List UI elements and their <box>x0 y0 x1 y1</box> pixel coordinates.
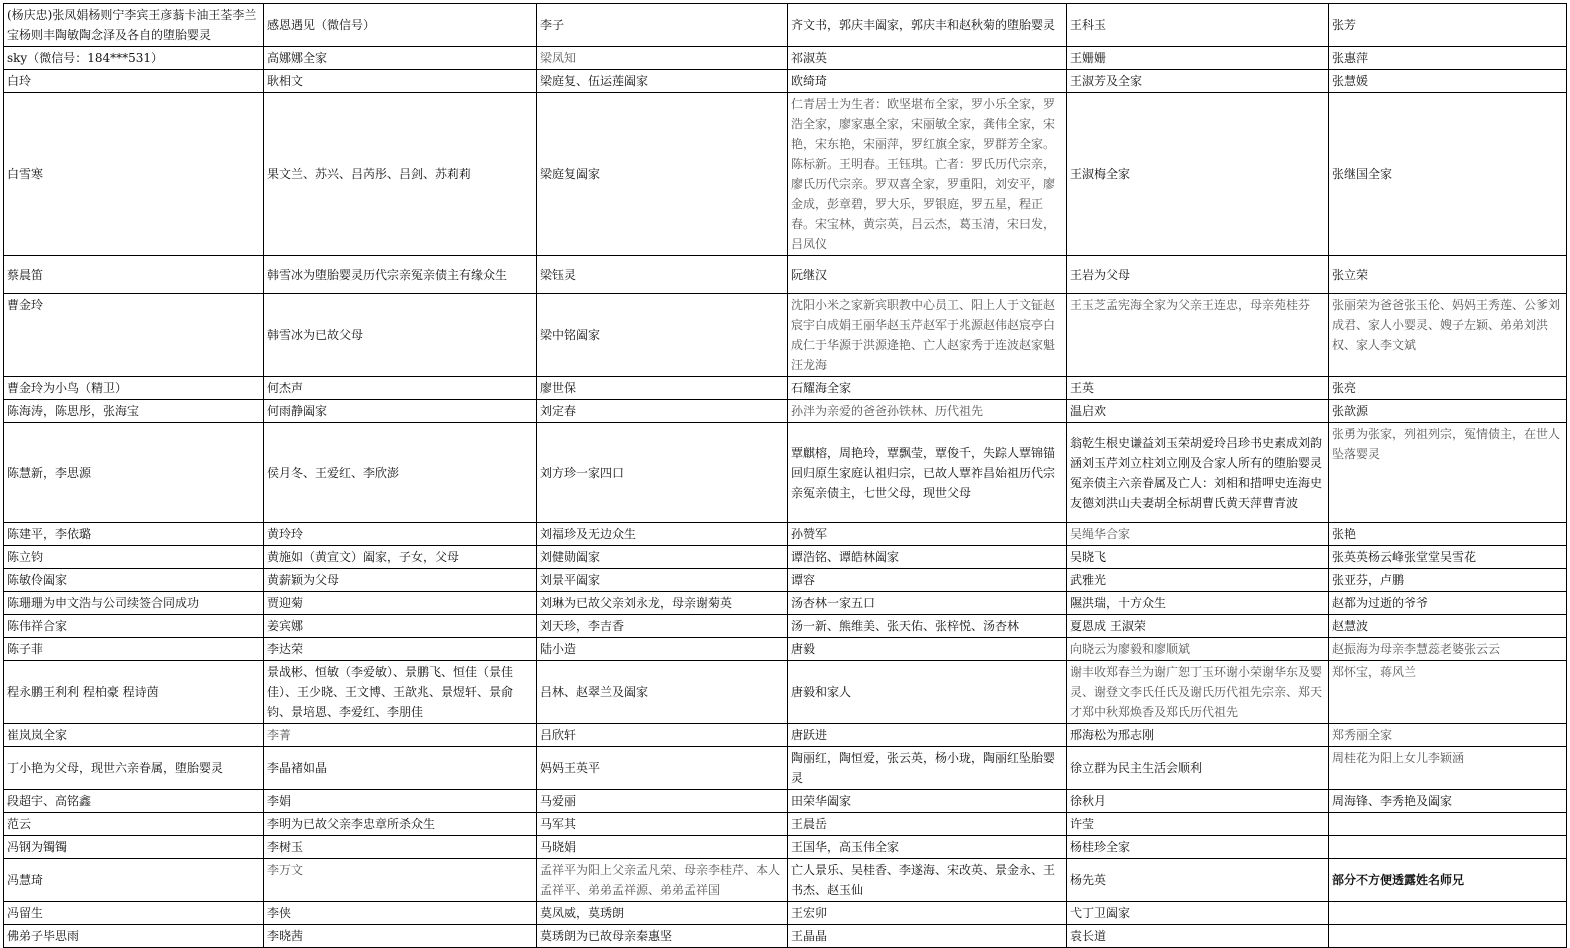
dedication-name-list-table <box>3 3 1567 948</box>
table-cell: 丁小艳为父母，现世六亲眷属，堕胎婴灵 <box>4 747 264 790</box>
table-cell: 张惠萍 <box>1329 47 1567 70</box>
table-row <box>4 592 1567 615</box>
table-cell: 王英 <box>1067 377 1329 400</box>
table-cell: 谭浩铭、谭皓林阖家 <box>788 546 1067 569</box>
table-cell: 张慧媛 <box>1329 70 1567 93</box>
table-cell: 崔岚岚全家 <box>4 724 264 747</box>
table-cell: 刘定春 <box>537 400 788 423</box>
table-row <box>4 70 1567 93</box>
table-row <box>4 836 1567 859</box>
table-cell: 陈立钧 <box>4 546 264 569</box>
table-row <box>4 790 1567 813</box>
table-cell: 冯钢为镯镯 <box>4 836 264 859</box>
table-cell: 陆小造 <box>537 638 788 661</box>
table-cell: 刘景平阖家 <box>537 569 788 592</box>
table-row <box>4 47 1567 70</box>
table-cell: 孟祥平为阳上父亲孟凡荣、母亲李桂芹、本人孟祥平、弟弟孟祥源、弟弟孟祥国 <box>537 859 788 902</box>
table-cell: (杨庆忠)张凤娟杨则宁李宾王彦蓊卡油王荃李兰宝杨则丰陶敏陶念泽及各自的堕胎婴灵 <box>4 4 264 47</box>
table-cell: 阮继汉 <box>788 256 1067 294</box>
table-cell: 翁乾生根史谦益刘玉荣胡爱玲吕珍书史素成刘韵涵刘玉芹刘立柱刘立刚及合家人所有的堕胎婴灵冤亲债主六亲眷属及亡人：刘相和措呷史连海史友德刘洪山夫妻胡全标胡曹氏黄天萍曹青波 <box>1067 423 1329 523</box>
table-cell: 谢丰收郑春兰为谢广恕丁玉环谢小荣谢华东及婴灵、谢登文李氏任氏及谢氏历代祖先宗亲、郑天才郑中秋郑焕香及郑氏历代祖先 <box>1067 661 1329 724</box>
table-cell: 耿相文 <box>264 70 537 93</box>
table-cell: 王晶晶 <box>788 925 1067 948</box>
table-cell: 梁庭复、伍运莲阖家 <box>537 70 788 93</box>
table-row <box>4 523 1567 546</box>
table-cell: 黄施如（黄宣文）阖家，子女，父母 <box>264 546 537 569</box>
table-row <box>4 638 1567 661</box>
table-cell: 陶丽红，陶恒爱，张云英，杨小珑，陶丽红坠胎婴灵 <box>788 747 1067 790</box>
table-cell: 梁钰灵 <box>537 256 788 294</box>
table-cell: 唐毅 <box>788 638 1067 661</box>
table-cell: 张亮 <box>1329 377 1567 400</box>
table-cell: 石耀海全家 <box>788 377 1067 400</box>
table-cell: 祁淑英 <box>788 47 1067 70</box>
table-row <box>4 724 1567 747</box>
table-cell <box>1329 925 1567 948</box>
table-cell: 李明为已故父亲李忠章所杀众生 <box>264 813 537 836</box>
table-row <box>4 377 1567 400</box>
table-row <box>4 423 1567 523</box>
table-row <box>4 93 1567 256</box>
table-cell: 马军其 <box>537 813 788 836</box>
table-cell: 李晶褚如晶 <box>264 747 537 790</box>
table-cell: 马晓娟 <box>537 836 788 859</box>
table-cell: 段超宇、高铭鑫 <box>4 790 264 813</box>
table-cell: 仁青居士为生者：欧坚堪布全家，罗小乐全家，罗浩全家，廖家惠全家，宋丽敏全家，龚伟全家，宋艳，宋东艳，宋丽萍，罗红旗全家，罗群芳全家。陈标新。王明春。王钰琪。亡者：罗氏历代宗亲，廖氏历代宗亲。罗双喜全家，罗重阳，刘安平，廖金成，彭章碧，罗大乐，罗银庭，罗五星，程正春。宋宝林，黄宗英，吕云杰，葛玉清，宋曰发，吕凤仪 <box>788 93 1067 256</box>
table-cell: 吕欣轩 <box>537 724 788 747</box>
table-cell <box>1329 836 1567 859</box>
table-cell: 王玉芝孟宪海全家为父亲王连忠，母亲苑桂芬 <box>1067 294 1329 377</box>
table-cell: 刘健勋阖家 <box>537 546 788 569</box>
table-row <box>4 813 1567 836</box>
table-cell: 邢海松为邢志刚 <box>1067 724 1329 747</box>
table-row <box>4 569 1567 592</box>
table-row <box>4 546 1567 569</box>
table-row <box>4 902 1567 925</box>
table-cell: 何杰声 <box>264 377 537 400</box>
table-cell: 梁中铭阖家 <box>537 294 788 377</box>
table-cell: 赵慧波 <box>1329 615 1567 638</box>
table-row <box>4 859 1567 902</box>
table-cell: 莫琇朗为已故母亲秦惠坚 <box>537 925 788 948</box>
table-cell: 李菁 <box>264 724 537 747</box>
table-cell: 许莹 <box>1067 813 1329 836</box>
table-cell: 蔡晨笛 <box>4 256 264 294</box>
table-row <box>4 256 1567 294</box>
table-cell: 韩雪冰为已故父母 <box>264 294 537 377</box>
table-cell: 袁长道 <box>1067 925 1329 948</box>
table-cell: 赵都为过逝的爷爷 <box>1329 592 1567 615</box>
table-cell: 武雅光 <box>1067 569 1329 592</box>
table-cell: 汤杏林一家五口 <box>788 592 1067 615</box>
table-cell: 杨先英 <box>1067 859 1329 902</box>
table-cell: 张勇为张家，列祖列宗，冤情债主，在世人坠落婴灵 <box>1329 423 1567 523</box>
table-cell: 白雪寒 <box>4 93 264 256</box>
table-cell: 贾迎菊 <box>264 592 537 615</box>
table-cell: 姜宾娜 <box>264 615 537 638</box>
table-cell: 马爱丽 <box>537 790 788 813</box>
table-cell: 刘天珍，李吉香 <box>537 615 788 638</box>
table-cell: 隰洪瑞，十方众生 <box>1067 592 1329 615</box>
table-row <box>4 294 1567 377</box>
table-cell: 白玲 <box>4 70 264 93</box>
table-cell: 弋丁卫阖家 <box>1067 902 1329 925</box>
table-cell: 孙赞军 <box>788 523 1067 546</box>
table-row <box>4 615 1567 638</box>
table-cell: 张歆源 <box>1329 400 1567 423</box>
table-cell: 唐跃进 <box>788 724 1067 747</box>
table-cell: 梁庭复阖家 <box>537 93 788 256</box>
table-cell: 欧绮琦 <box>788 70 1067 93</box>
table-cell: 王晨岳 <box>788 813 1067 836</box>
table-cell: 张丽荣为爸爸张玉伦、妈妈王秀莲、公爹刘成君、家人小婴灵、嫂子左颖、弟弟刘洪权、家人李文斌 <box>1329 294 1567 377</box>
table-cell: 李娟 <box>264 790 537 813</box>
table-cell: 陈慧新，李思源 <box>4 423 264 523</box>
table-cell: 何雨静阖家 <box>264 400 537 423</box>
table-cell: 杨桂珍全家 <box>1067 836 1329 859</box>
table-cell: 孙泮为亲爱的爸爸孙铁林、历代祖先 <box>788 400 1067 423</box>
table-cell: 感恩遇见（微信号） <box>264 4 537 47</box>
table-cell: 刘福珍及无边众生 <box>537 523 788 546</box>
table-cell: 陈子菲 <box>4 638 264 661</box>
table-cell: 汤一新、熊维美、张天佑、张梓悦、汤杏林 <box>788 615 1067 638</box>
table-cell: 高娜娜全家 <box>264 47 537 70</box>
table-cell: 部分不方便透露姓名师兄 <box>1329 859 1567 902</box>
table-cell: 夏恩成 王淑荣 <box>1067 615 1329 638</box>
table-cell: 王宏卯 <box>788 902 1067 925</box>
table-cell: 吴绳华合家 <box>1067 523 1329 546</box>
table-cell: 徐立群为民主生活会顺利 <box>1067 747 1329 790</box>
table-cell: 王淑芳及全家 <box>1067 70 1329 93</box>
table-cell: 亡人景乐、吴桂香、李遂海、宋改英、景金永、王书杰、赵玉仙 <box>788 859 1067 902</box>
table-cell: 王科玉 <box>1067 4 1329 47</box>
table-cell: 张艳 <box>1329 523 1567 546</box>
table-row <box>4 925 1567 948</box>
table-cell: 温启欢 <box>1067 400 1329 423</box>
table-cell: 曹金玲 <box>4 294 264 377</box>
table-cell: 王姗姗 <box>1067 47 1329 70</box>
table-cell: 张英英杨云峰张堂堂吴雪花 <box>1329 546 1567 569</box>
table-cell: 李侠 <box>264 902 537 925</box>
table-cell: 谭容 <box>788 569 1067 592</box>
table-cell: 莫凤威，莫琇朗 <box>537 902 788 925</box>
table-cell: 郑怀宝，蒋风兰 <box>1329 661 1567 724</box>
table-cell: 佛弟子毕思雨 <box>4 925 264 948</box>
table-cell: 侯月冬、王爱红、李欣澎 <box>264 423 537 523</box>
table-row <box>4 661 1567 724</box>
table-cell: 李万文 <box>264 859 537 902</box>
table-row <box>4 747 1567 790</box>
table-cell: 田荣华阖家 <box>788 790 1067 813</box>
table-cell: 刘琳为已故父亲刘永龙，母亲谢菊英 <box>537 592 788 615</box>
table-cell: 覃麒榕，周艳玲，覃飘莹，覃俊千，失踪人覃锦锚回归原生家庭认祖归宗，已故人覃祚昌始祖历代宗亲冤亲债主，七世父母，现世父母 <box>788 423 1067 523</box>
table-cell: 陈敏伶阖家 <box>4 569 264 592</box>
table-cell: 刘方珍一家四口 <box>537 423 788 523</box>
table-cell <box>1329 813 1567 836</box>
table-cell: 李达荣 <box>264 638 537 661</box>
table-cell: 陈建平，李依璐 <box>4 523 264 546</box>
table-cell: 齐文书，郭庆丰阖家，郭庆丰和赵秋菊的堕胎婴灵 <box>788 4 1067 47</box>
table-cell: 韩雪冰为堕胎婴灵历代宗亲冤亲债主有缘众生 <box>264 256 537 294</box>
table-cell: 王国华，高玉伟全家 <box>788 836 1067 859</box>
table-cell: 妈妈王英平 <box>537 747 788 790</box>
table-cell: 冯留生 <box>4 902 264 925</box>
table-cell: 果文兰、苏兴、吕芮彤、吕剑、苏莉莉 <box>264 93 537 256</box>
table-cell: 黄玲玲 <box>264 523 537 546</box>
table-cell: 徐秋月 <box>1067 790 1329 813</box>
table-row <box>4 400 1567 423</box>
table-cell: 沈阳小米之家新宾职教中心员工、阳上人于文钲赵宸宇白成娟王丽华赵玉芹赵军于兆源赵伟赵宸亭白成仁于华源于洪源逄艳、亡人赵家秀于连波赵家魁汪龙海 <box>788 294 1067 377</box>
table-cell: sky（微信号：184***531） <box>4 47 264 70</box>
table-cell: 李晓茜 <box>264 925 537 948</box>
table-cell: 张继国全家 <box>1329 93 1567 256</box>
table-cell: 王淑梅全家 <box>1067 93 1329 256</box>
table-cell: 李子 <box>537 4 788 47</box>
table-cell: 程永鹏王利利 程柏豪 程诗茵 <box>4 661 264 724</box>
table-cell: 吴晓飞 <box>1067 546 1329 569</box>
table-cell: 郑秀丽全家 <box>1329 724 1567 747</box>
table-cell: 周桂花为阳上女儿李颖涵 <box>1329 747 1567 790</box>
table-body <box>4 4 1567 948</box>
table-cell: 陈珊珊为申文浩与公司续签合同成功 <box>4 592 264 615</box>
table-cell: 范云 <box>4 813 264 836</box>
table-cell: 张芳 <box>1329 4 1567 47</box>
table-cell: 廖世保 <box>537 377 788 400</box>
table-cell: 陈伟祥合家 <box>4 615 264 638</box>
table-cell: 景战彬、恒敏（李爱敏）、景鹏飞、恒佳（景佳佳）、王少晓、王文博、王歆兆、景煜轩、景俞钧、景培恩、李爱红、李朋佳 <box>264 661 537 724</box>
table-cell: 张亚芬，卢鹏 <box>1329 569 1567 592</box>
table-cell: 陈海涛，陈思彤，张海宝 <box>4 400 264 423</box>
table-cell: 赵振海为母亲李慧蕊老婆张云云 <box>1329 638 1567 661</box>
table-cell: 梁凤知 <box>537 47 788 70</box>
table-cell: 王岩为父母 <box>1067 256 1329 294</box>
table-cell: 吕林、赵翠兰及阖家 <box>537 661 788 724</box>
table-cell: 曹金玲为小鸟（精卫） <box>4 377 264 400</box>
table-cell: 周海锋、李秀艳及阖家 <box>1329 790 1567 813</box>
table-cell: 李树玉 <box>264 836 537 859</box>
table-cell: 冯慧琦 <box>4 859 264 902</box>
table-cell: 张立荣 <box>1329 256 1567 294</box>
table-cell: 黄薪颖为父母 <box>264 569 537 592</box>
table-row <box>4 4 1567 47</box>
table-cell <box>1329 902 1567 925</box>
table-cell: 向晓云为廖毅和廖顺斌 <box>1067 638 1329 661</box>
table-cell: 唐毅和家人 <box>788 661 1067 724</box>
